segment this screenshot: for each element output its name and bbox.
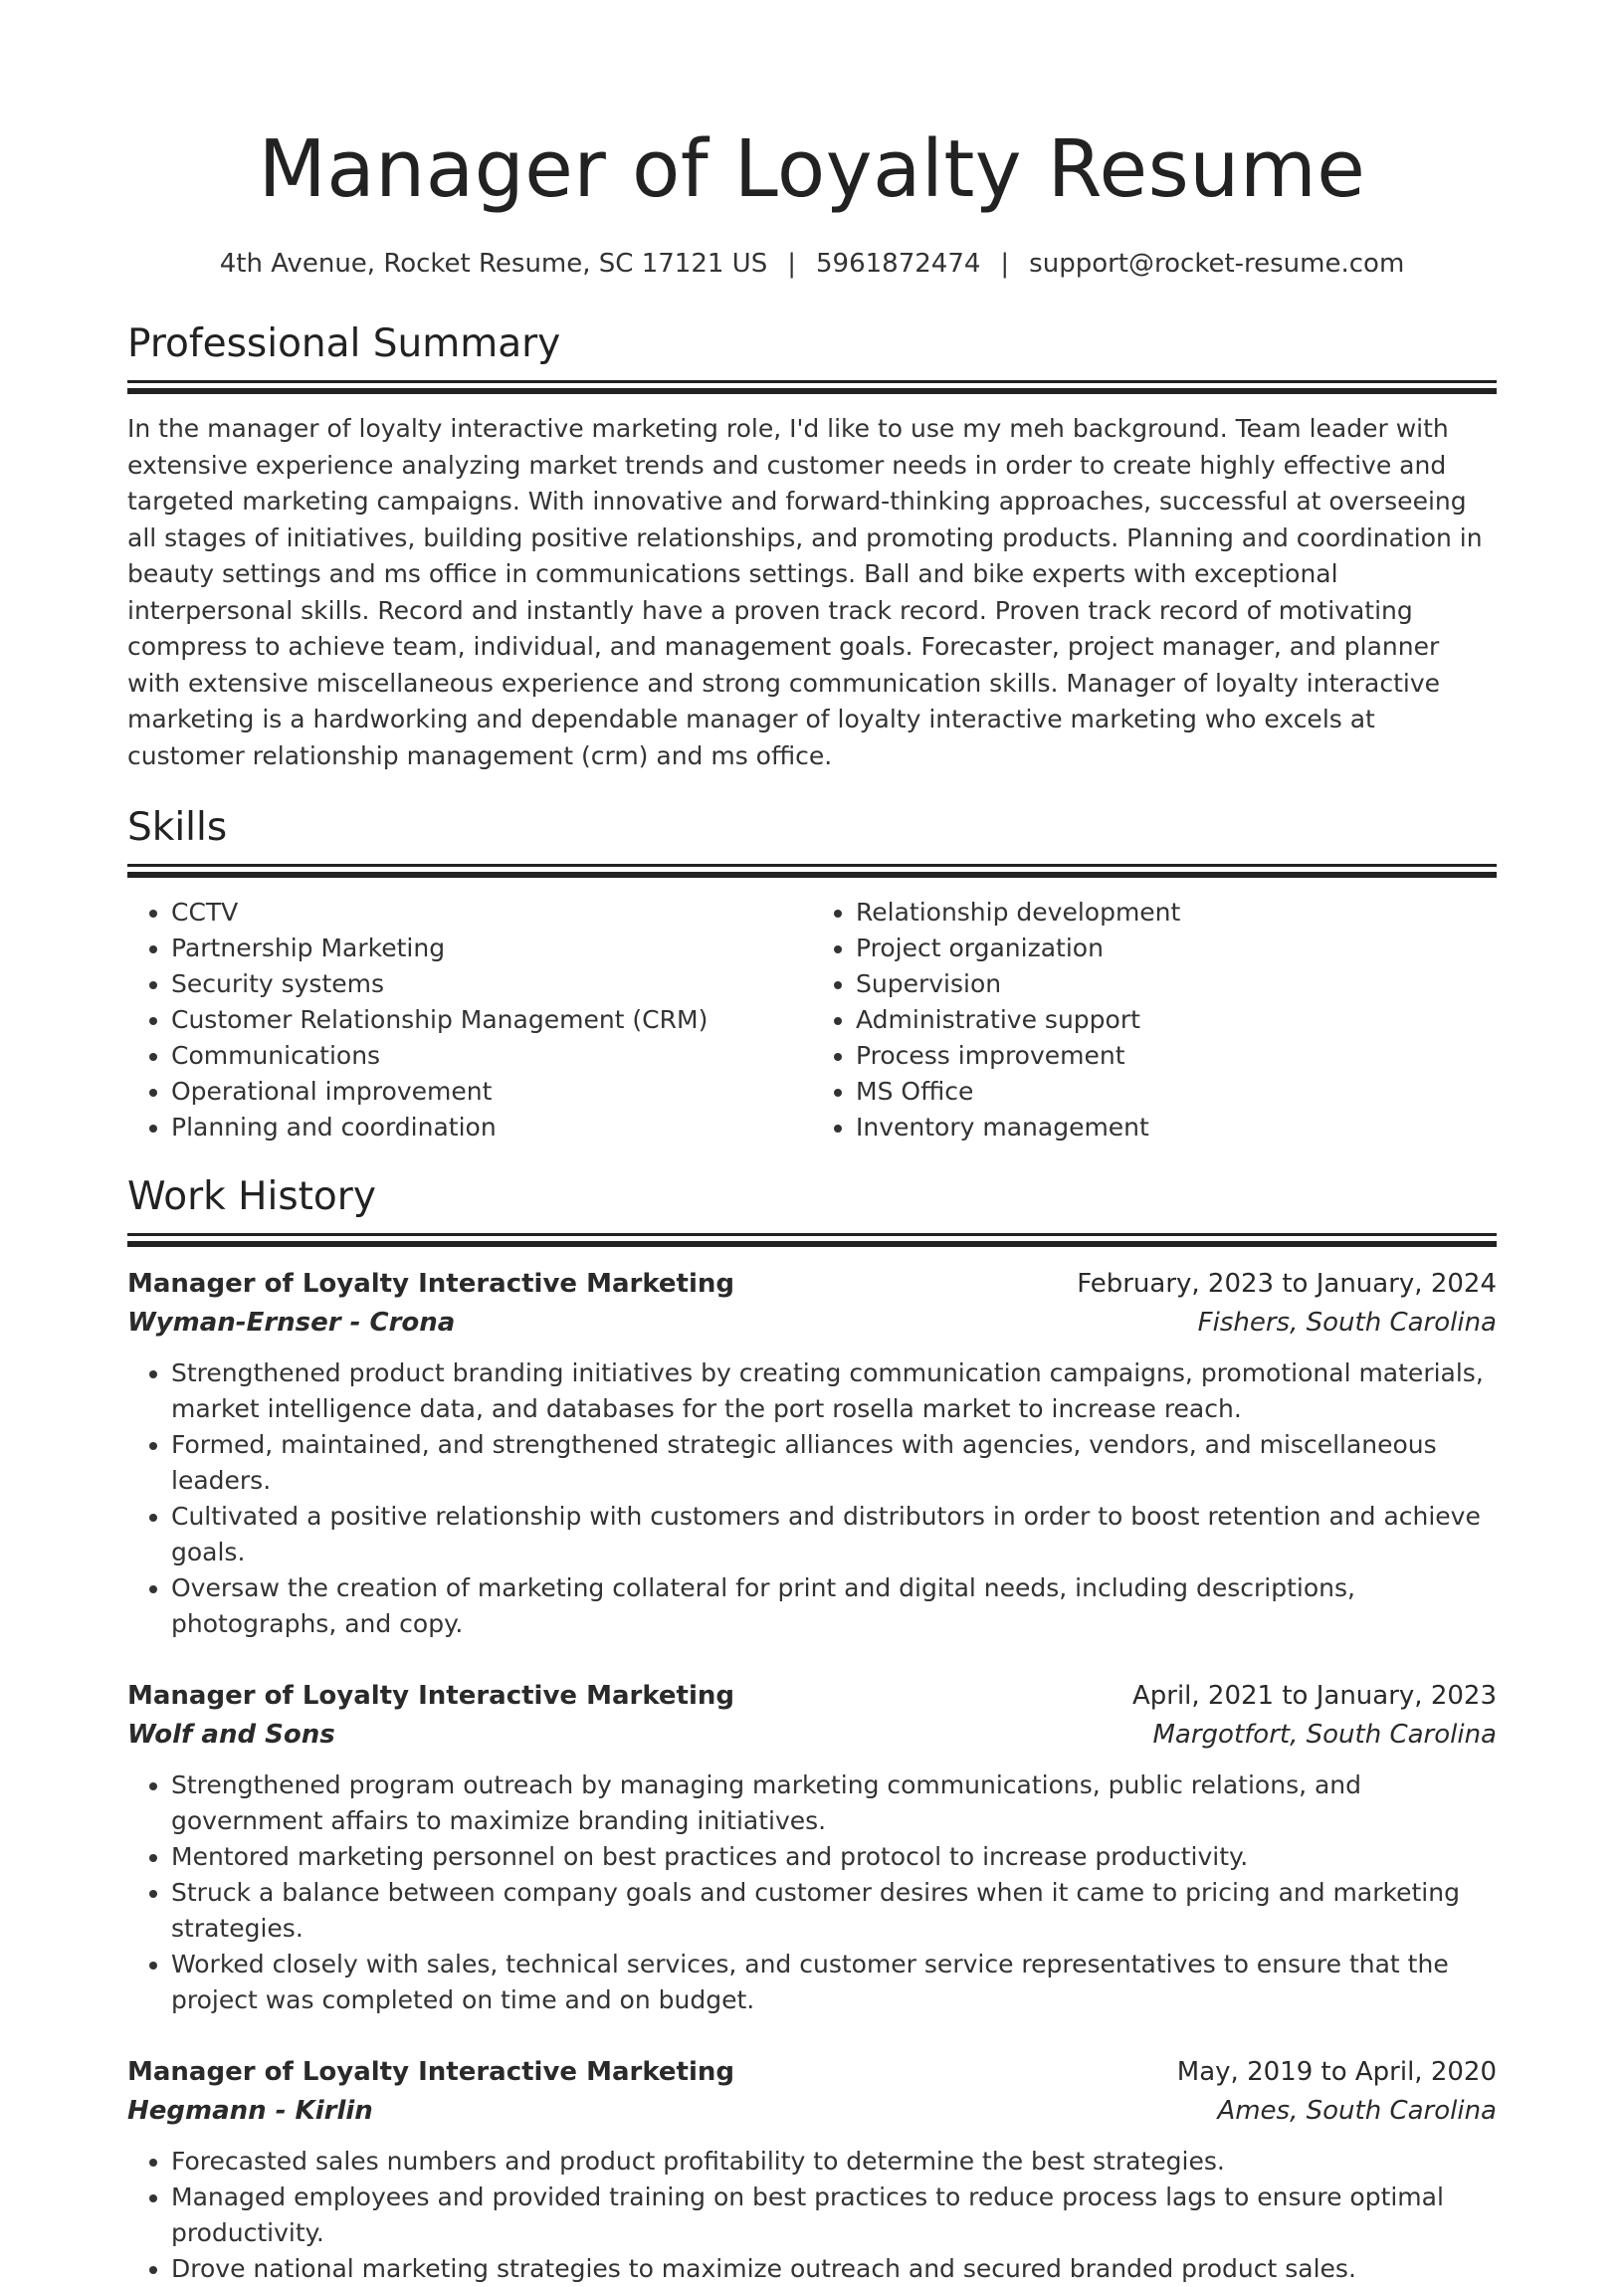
job-company: Wyman-Ernser - Crona <box>127 1308 456 1338</box>
skill-item: • Relationship development <box>856 895 1497 931</box>
contact-separator: | <box>787 249 796 279</box>
skill-item: • Supervision <box>856 966 1497 1002</box>
job-bullets <box>127 1355 1497 1642</box>
summary-text: In the manager of loyalty interactive marketing role, I'd like to use my meh background. Team leader with extensive experience analyzing market trends and customer needs in order to create highly effective and targeted marketing campaigns. With innovative and forward-thinking approaches, successful at overseeing all stages of initiatives, building positive relationships, and promoting products. Planning and coordination in beauty settings and ms office in communications settings. Ball and bike experts with exceptional interpersonal skills. Record and instantly have a proven track record. Proven track record of motivating compress to achieve team, individual, and management goals. Forecaster, project manager, and planner with extensive miscellaneous experience and strong communication skills. Manager of loyalty interactive marketing is a hardworking and dependable manager of loyalty interactive marketing who excels at customer relationship management (crm) and ms office. <box>127 414 1483 770</box>
skill-item: • MS Office <box>856 1074 1497 1110</box>
skills-heading: Skills <box>127 805 228 850</box>
section-divider <box>127 380 1497 383</box>
skill-item: • Project organization <box>856 931 1497 966</box>
job-bullet: • Drove national marketing strategies to maximize outreach and secured branded product sales. <box>171 2251 1497 2287</box>
contact-email: support@rocket-resume.com <box>1029 249 1405 279</box>
job-bullet: • Forecasted sales numbers and product profitability to determine the best strategies. <box>171 2144 1497 2180</box>
section-divider <box>127 1233 1497 1236</box>
job-bullet: • Strengthened product branding initiatives by creating communication campaigns, promotional materials, market intelligence data, and databases for the port rosella market to increase reach. <box>171 1355 1497 1427</box>
job-title: Manager of Loyalty Interactive Marketing <box>127 2057 735 2087</box>
contact-phone: 5961872474 <box>815 249 981 279</box>
job-bullet: • Managed employees and provided training on best practices to reduce process lags to ensure optimal productivity. <box>171 2180 1497 2251</box>
job-dates: April, 2021 to January, 2023 <box>1131 1681 1497 1711</box>
job-bullet: • Mentored marketing personnel on best practices and protocol to increase productivity. <box>171 1839 1497 1875</box>
skill-item: • Customer Relationship Management (CRM) <box>171 1002 812 1038</box>
skill-item: • CCTV <box>171 895 812 931</box>
job-bullet: • Strengthened program outreach by managing marketing communications, public relations, and government affairs to maximize branding initiatives. <box>171 1767 1497 1839</box>
job-dates: February, 2023 to January, 2024 <box>1077 1269 1497 1299</box>
job-company: Wolf and Sons <box>127 1720 335 1750</box>
job-entry <box>127 2052 1497 2287</box>
job-dates: May, 2019 to April, 2020 <box>1176 2057 1497 2087</box>
skills-column-right <box>812 895 1497 1145</box>
contact-separator: | <box>1000 249 1010 279</box>
resume-title: Manager of Loyalty Resume <box>258 123 1366 215</box>
skill-item: • Security systems <box>171 966 812 1002</box>
skill-item: • Planning and coordination <box>171 1110 812 1145</box>
job-bullet: • Cultivated a positive relationship with customers and distributors in order to boost retention and achieve goals. <box>171 1499 1497 1570</box>
job-bullets <box>127 2144 1497 2287</box>
skill-item: • Process improvement <box>856 1038 1497 1074</box>
job-bullet: • Struck a balance between company goals and customer desires when it came to pricing and marketing strategies. <box>171 1875 1497 1947</box>
skill-item: • Communications <box>171 1038 812 1074</box>
job-bullets <box>127 1767 1497 2018</box>
job-bullet: • Oversaw the creation of marketing collateral for print and digital needs, including descriptions, photographs, and copy. <box>171 1570 1497 1642</box>
job-entry <box>127 1676 1497 2018</box>
skill-item: • Partnership Marketing <box>171 931 812 966</box>
job-entry <box>127 1264 1497 1642</box>
contact-address: 4th Avenue, Rocket Resume, SC 17121 US <box>219 249 768 279</box>
job-bullet: • Formed, maintained, and strengthened strategic alliances with agencies, vendors, and miscellaneous leaders. <box>171 1427 1497 1499</box>
section-divider <box>127 864 1497 867</box>
skill-item: • Inventory management <box>856 1110 1497 1145</box>
job-location: Margotfort, South Carolina <box>1152 1720 1497 1750</box>
skill-item: • Operational improvement <box>171 1074 812 1110</box>
job-company: Hegmann - Kirlin <box>127 2096 373 2126</box>
job-title: Manager of Loyalty Interactive Marketing <box>127 1269 735 1299</box>
work-history-section <box>127 1173 1497 2287</box>
skill-item: • Administrative support <box>856 1002 1497 1038</box>
job-location: Ames, South Carolina <box>1217 2096 1497 2126</box>
skills-section <box>127 804 1497 1145</box>
job-title: Manager of Loyalty Interactive Marketing <box>127 1681 735 1711</box>
work-history-heading: Work History <box>127 1174 376 1219</box>
summary-section <box>127 320 1497 774</box>
job-location: Fishers, South Carolina <box>1197 1308 1497 1338</box>
contact-line <box>127 247 1497 281</box>
summary-heading: Professional Summary <box>127 321 561 366</box>
job-bullet: • Worked closely with sales, technical services, and customer service representatives to ensure that the project was completed on time and on budget. <box>171 1947 1497 2018</box>
skills-list <box>127 895 1497 1145</box>
skills-column-left <box>127 895 812 1145</box>
